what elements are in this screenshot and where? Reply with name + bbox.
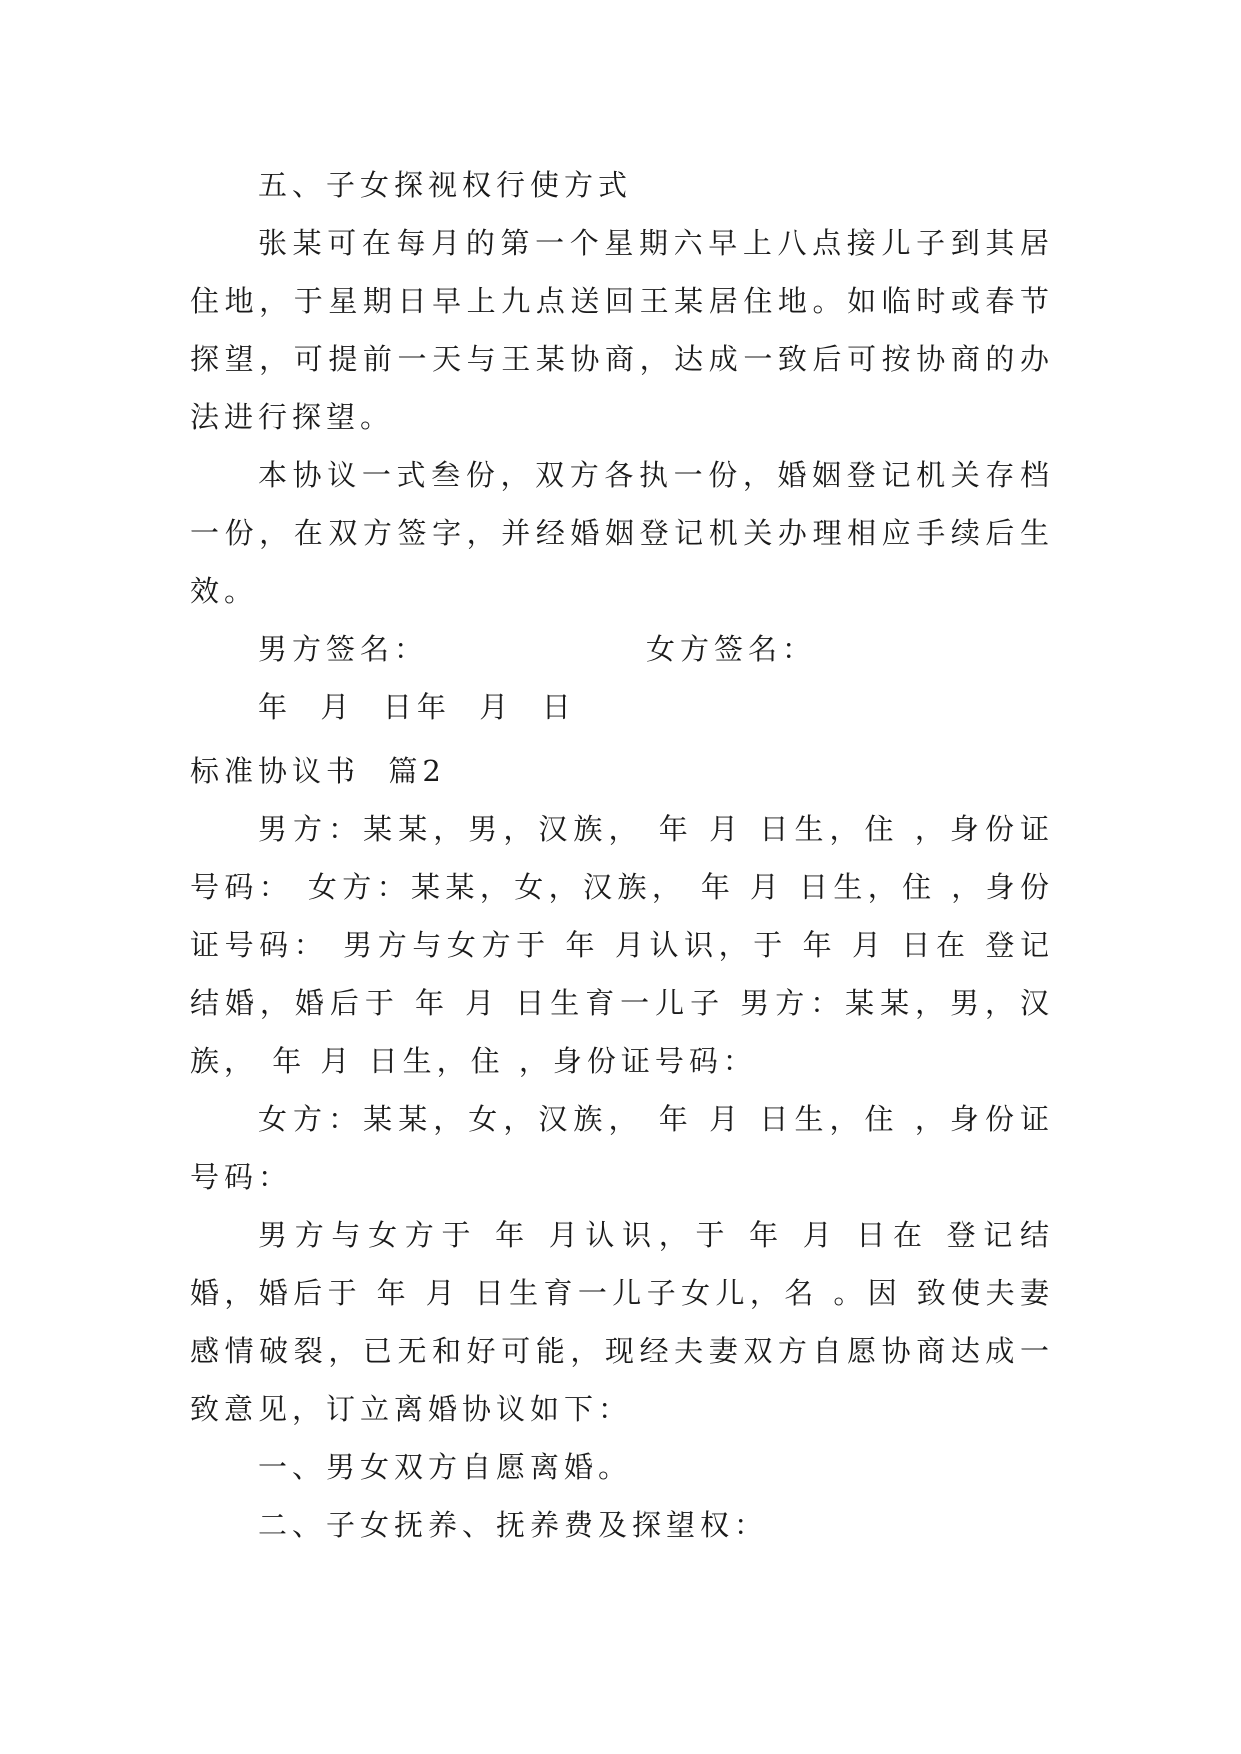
visitation-paragraph: 张某可在每月的第一个星期六早上八点接儿子到其居住地，于星期日早上九点送回王某居住地。如临时或春节探望，可提前一天与王某协商，达成一致后可按协商的办法进行探望。 <box>190 226 1054 434</box>
agreement-section-1 <box>190 156 1054 736</box>
female-party-paragraph: 女方：某某，女，汉族， 年 月 日生，住 ，身份证号码： <box>190 1102 1054 1194</box>
male-signature-label: 男方签名： <box>258 632 429 666</box>
clause-heading-visitation: 五、子女探视权行使方式 <box>258 168 633 202</box>
agreement-section-2 <box>190 742 1054 1554</box>
clause-2: 二、子女抚养、抚养费及探望权： <box>258 1508 769 1542</box>
section-title: 标准协议书 篇2 <box>190 754 446 788</box>
clause-1: 一、男女双方自愿离婚。 <box>258 1450 633 1484</box>
signature-row <box>190 620 1054 678</box>
marriage-paragraph: 男方与女方于 年 月认识，于 年 月 日在 登记结婚，婚后于 年 月 日生育一儿子女儿，名 。因 致使夫妻感情破裂，已无和好可能，现经夫妻双方自愿协商达成一致意见，订立离婚协议如下： <box>190 1218 1054 1426</box>
date-line: 年 月 日年 月 日 <box>258 690 576 724</box>
female-signature-label: 女方签名： <box>646 632 817 666</box>
parties-paragraph: 男方：某某，男，汉族， 年 月 日生，住 ，身份证号码： 女方：某某，女，汉族， 年 月 日生，住 ，身份证号码： 男方与女方于 年 月认识，于 年 月 日在 登记结婚，婚后于 年 月 日生育一儿子 男方：某某，男，汉族， 年 月 日生，住 ，身份证号码： <box>190 812 1054 1078</box>
copies-paragraph: 本协议一式叁份，双方各执一份，婚姻登记机关存档一份，在双方签字，并经婚姻登记机关办理相应手续后生效。 <box>190 458 1054 608</box>
